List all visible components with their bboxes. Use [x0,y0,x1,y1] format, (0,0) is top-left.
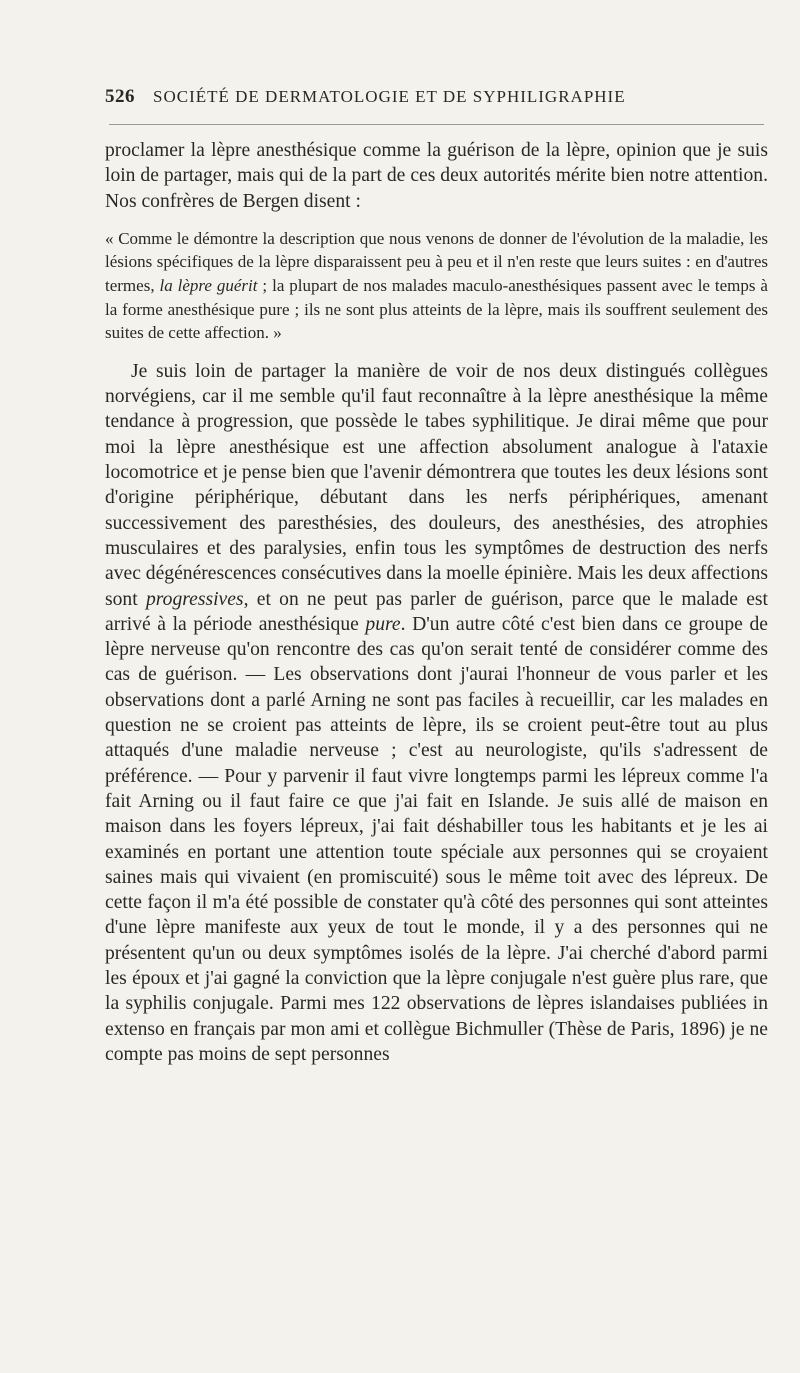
italic-progressives: progressives [145,588,244,610]
paragraph-part-1: Je suis loin de partager la manière de voir de nos deux distingués collègues norvégiens, car il me semble qu'il faut reconnaître à la lèpre anesthésique la même tendance à progression, que possède le tabes syphilitique. Je dirai même que pour moi la lèpre anesthésique est une affection absolument analogue à l'ataxie locomotrice et je pense bien que l'avenir démontrera que toutes les deux lésions sont d'origine périphérique, débutant dans les nerfs périphériques, amenant successivement des paresthésies, des douleurs, des anesthésies, des atrophies musculaires et des paralysies, enfin tous les symptômes de destruction des nerfs avec dégénérescences consécutives dans la moelle épinière. Mais les deux affections sont [105,360,768,610]
quote-italic: la lèpre guérit [159,276,258,296]
paragraph-main [105,359,768,1067]
quote-text-start: « Comme le démontre la description que nous venons de donner de l'évolution de la maladie, les lésions spécifiques de la lèpre disparaissent peu à peu et il n'en reste que leurs suites : en d'autres termes, [105,228,768,296]
paragraph-part-2: , et on ne peut pas parler de guérison, parce que le malade est arrivé à la période anesthésique [105,588,768,635]
running-title: SOCIÉTÉ DE DERMATOLOGIE ET DE SYPHILIGRAPHIE [153,87,626,106]
quote-text-end: ; la plupart de nos malades maculo-anesthésiques passent avec le temps à la forme anesthésique pure ; ils ne sont plus atteints de la lèpre, mais ils souffrent seulement des suites de cette affection. » [105,276,768,343]
block-quote [105,227,768,345]
page-body [105,138,768,1067]
paragraph-part-3: . D'un autre côté c'est bien dans ce groupe de lèpre nerveuse qu'on rencontre des cas qu'on serait tenté de considérer comme des cas de guérison. — Les observations dont j'aurai l'honneur de vous parler et les observations dont a parlé Arning ne sont pas faciles à recueillir, car les malades en question ne se croient pas atteints de lèpre, ils se croient peut-être tout au plus attaqués d'une maladie nerveuse ; c'est au neurologiste, qu'ils s'adressent de préférence. — Pour y parvenir il faut vivre longtemps parmi les lépreux comme l'a fait Arning ou il faut faire ce que j'ai fait en Islande. Je suis allé de maison en maison dans les foyers lépreux, j'ai fait déshabiller tous les habitants et je les ai examinés en portant une attention toute spéciale aux personnes qui se croyaient saines mais qui vivaient (en promiscuité) sous le même toit avec des lépreux. De cette façon il m'a été possible de constater qu'à côté des personnes qui sont atteintes d'une lèpre manifeste aux yeux de tout le monde, il y a des personnes qui ne présentent qu'un ou deux symptômes isolés de la lèpre. J'ai cherché d'abord parmi les époux et j'ai gagné la conviction que la lèpre conjugale n'est guère plus rare, que la syphilis conjugale. Parmi mes 122 observations de lèpres islandaises publiées in extenso en français par mon ami et collègue Bichmuller (Thèse de Paris, 1896) je ne compte pas moins de sept personnes [105,613,768,1065]
italic-pure: pure [365,613,401,635]
running-header [105,86,768,108]
header-rule [109,124,764,125]
paragraph-continued: proclamer la lèpre anesthésique comme la guérison de la lèpre, opinion que je suis loin de partager, mais qui de la part de ces deux autorités mérite bien notre attention. Nos confrères de Bergen disent : [105,140,768,212]
page-number: 526 [105,86,135,107]
